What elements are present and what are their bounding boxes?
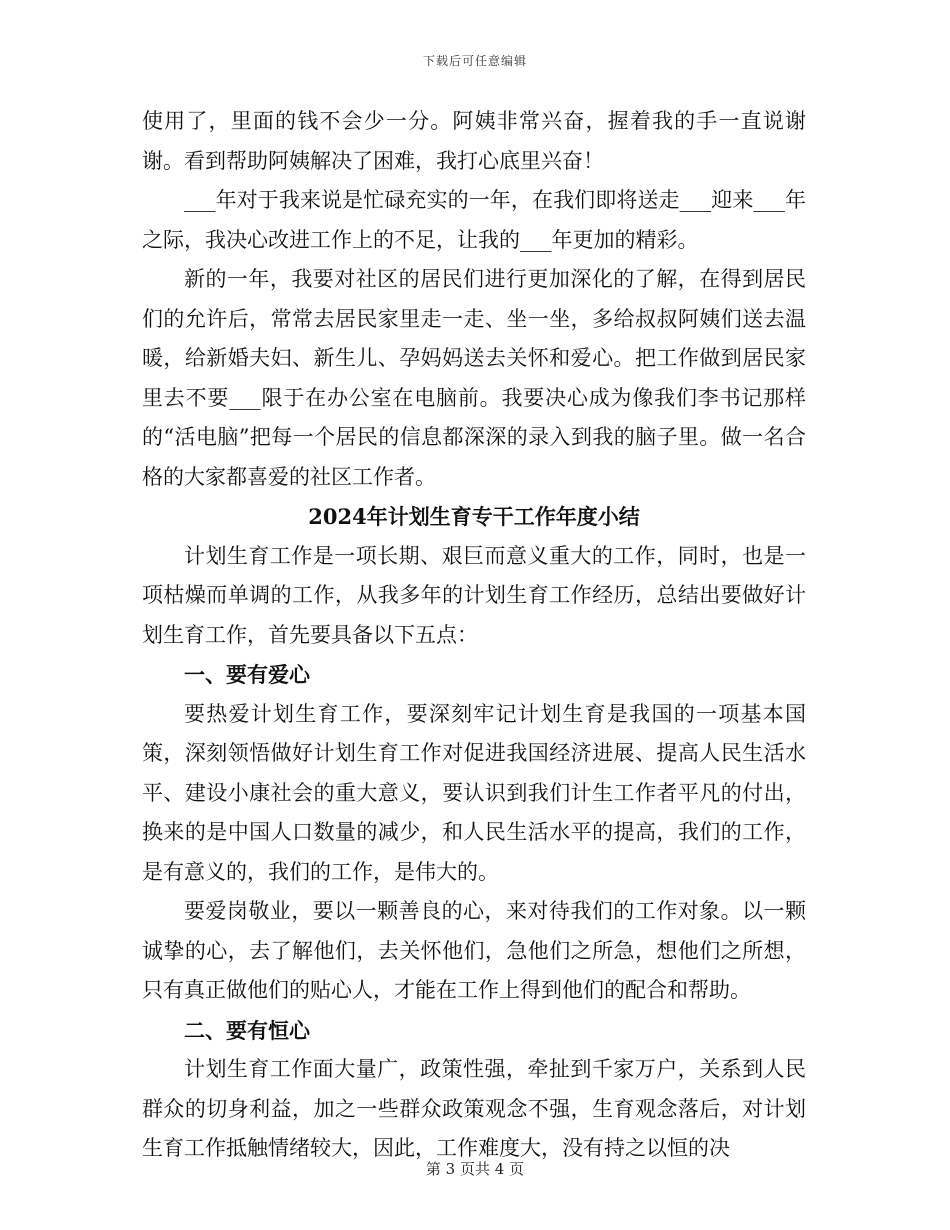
paragraph: 计划生育工作是一项长期、艰巨而意义重大的工作，同时，也是一项枯燥而单调的工作，从我多年的计划生育工作经历，总结出要做好计划生育工作，首先要具备以下五点： [142,543,806,647]
paragraph: 要爱岗敬业，要以一颗善良的心，来对待我们的工作对象。以一颗诚挚的心，去了解他们，去关怀他们，急他们之所急，想他们之所想，只有真正做他们的贴心人，才能在工作上得到他们的配合和帮助。 [142,899,806,1002]
page-header: 下载后可任意编辑 [422,54,527,68]
section-heading: 二、要有恒心 [184,1017,310,1043]
document-title: 2024年计划生育专干工作年度小结 [308,504,640,529]
section-heading: 一、要有爱心 [184,662,310,687]
paragraph: 计划生育工作面大量广，政策性强，牵扯到千家万户，关系到人民群众的切身利益，加之一些群众政策观念不强，生育观念落后，对计划生育工作抵触情绪较大，因此，工作难度大，没有持之以恒的决 [142,1057,806,1160]
page-footer: 第 3 页共 4 页 [425,1160,525,1178]
paragraph: 使用了，里面的钱不会少一分。阿姨非常兴奋，握着我的手一直说谢谢。看到帮助阿姨解决了困难，我打心底里兴奋！ [142,109,806,173]
paragraph: 要热爱计划生育工作，要深刻牢记计划生育是我国的一项基本国策，深刻领悟做好计划生育工作对促进我国经济进展、提高人民生活水平、建设小康社会的重大意义，要认识到我们计生工作者平凡的付出，换来的是中国人口数量的减少，和人民生活水平的提高，我们的工作，是有意义的，我们的工作，是伟大的。 [142,701,806,884]
paragraph: 新的一年，我要对社区的居民们进行更加深化的了解，在得到居民们的允许后，常常去居民家里走一走、坐一坐，多给叔叔阿姨们送去温暖，给新婚夫妇、新生儿、孕妈妈送去关怀和爱心。把工作做到居民家里去不要___限于在办公室在电脑前。我要决心成为像我们李书记那样的“活电脑”把每一个居民的信息都深深的录入到我的脑子里。做一名合格的大家都喜爱的社区工作者。 [142,267,806,489]
paragraph: ___年对于我来说是忙碌充实的一年，在我们即将送走___迎来___年之际，我决心改进工作上的不足，让我的___年更加的精彩。 [142,188,806,252]
document-body [142,102,806,1169]
